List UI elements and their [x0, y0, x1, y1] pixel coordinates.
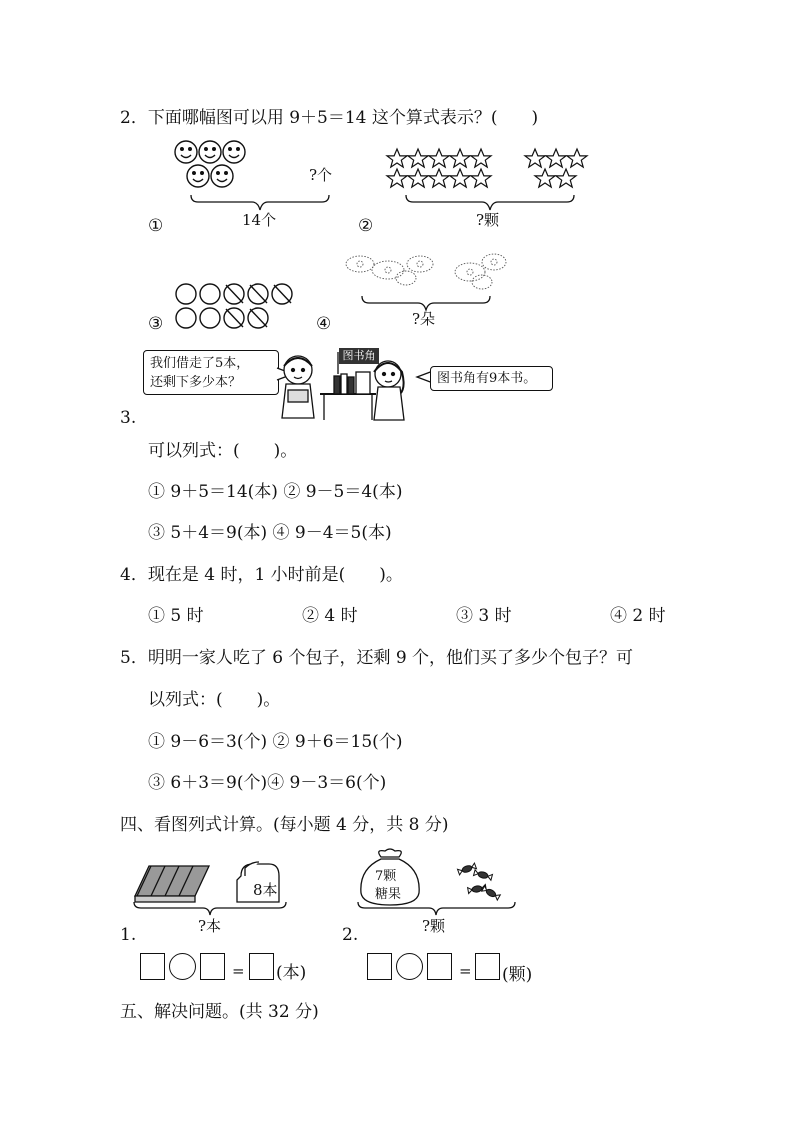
q4-option-1: ① 5 时 [148, 606, 204, 626]
speech-bubble-left-line-2: 还剩下多少本？ [150, 375, 242, 390]
q2-option-4-marker: ④ [316, 314, 332, 334]
q2-option-3-marker: ③ [148, 314, 164, 334]
stars-icon [383, 147, 593, 197]
speech-bubble-right [430, 366, 553, 391]
p2-brace-label: ?颗 [422, 917, 446, 935]
operator-circle[interactable] [169, 953, 196, 980]
answer-box-1[interactable] [367, 953, 392, 980]
q5-line-1: 5．明明一家人吃了 6 个包子，还剩 9 个，他们买了多少个包子？可 [120, 648, 634, 668]
q4-option-3: ③ 3 时 [456, 606, 512, 626]
p2-number: 2. [342, 925, 359, 945]
speech-bubble-left [143, 350, 279, 395]
q2-text: 2．下面哪幅图可以用 9＋5＝14 这个算式表示？( ) [120, 108, 539, 128]
q2-option-2-brace-label: ?颗 [476, 211, 500, 229]
bag-label: 8本 [253, 881, 278, 899]
speech-bubble-left-line-1: 我们借走了5本， [150, 356, 250, 371]
answer-box-1[interactable] [140, 953, 165, 980]
candies-icon [457, 861, 507, 901]
q3-options-row-1: ① 9＋5＝14(本) ② 9－5＝4(本) [148, 482, 403, 502]
p1-brace-label: ?本 [198, 917, 222, 935]
crossed-circles-icon [175, 283, 305, 333]
p1-number: 1. [120, 925, 137, 945]
answer-box-result[interactable] [249, 953, 274, 980]
section-4-heading: 四、看图列式计算。(每小题 4 分，共 8 分) [120, 815, 449, 835]
q2-option-4-brace-label: ?朵 [412, 310, 436, 328]
q5-line-2: 以列式：( )。 [148, 690, 281, 710]
q2-option-1-side-label: ?个 [309, 166, 333, 184]
candy-bag-label-1: 7颗 [375, 869, 397, 884]
q3-options-row-2: ③ 5＋4＝9(本) ④ 9－4＝5(本) [148, 523, 392, 543]
speech-bubble-right-text: 图书角有9本书。 [437, 371, 537, 386]
q2-option-1-marker: ① [148, 216, 164, 236]
q3-prompt: 可以列式：( )。 [148, 441, 298, 461]
answer-box-result[interactable] [475, 953, 500, 980]
q5-options-row-1: ① 9－6＝3(个) ② 9＋6＝15(个) [148, 732, 403, 752]
p1-unit: (本) [276, 963, 307, 983]
q5-options-row-2: ③ 6＋3＝9(个)④ 9－3＝6(个) [148, 773, 387, 793]
library-sign: 图书角 [339, 348, 379, 364]
flowers-icon [342, 250, 512, 295]
p2-unit: (颗) [502, 965, 533, 985]
smiley-faces-icon [172, 138, 252, 193]
answer-box-2[interactable] [200, 953, 225, 980]
q4-text: 4．现在是 4 时，1 小时前是( )。 [120, 565, 403, 585]
section-5-heading: 五、解决问题。(共 32 分) [120, 1002, 319, 1022]
q2-option-1-brace-label: 14个 [242, 211, 277, 229]
q2-option-2-marker: ② [358, 216, 374, 236]
answer-box-2[interactable] [427, 953, 452, 980]
equals-sign: = [232, 962, 245, 980]
equals-sign: = [459, 962, 472, 980]
operator-circle[interactable] [396, 953, 423, 980]
q4-option-2: ② 4 时 [302, 606, 358, 626]
candy-bag-label-2: 糖果 [375, 887, 402, 902]
q3-number: 3. [120, 408, 137, 428]
q4-option-4: ④ 2 时 [610, 606, 666, 626]
